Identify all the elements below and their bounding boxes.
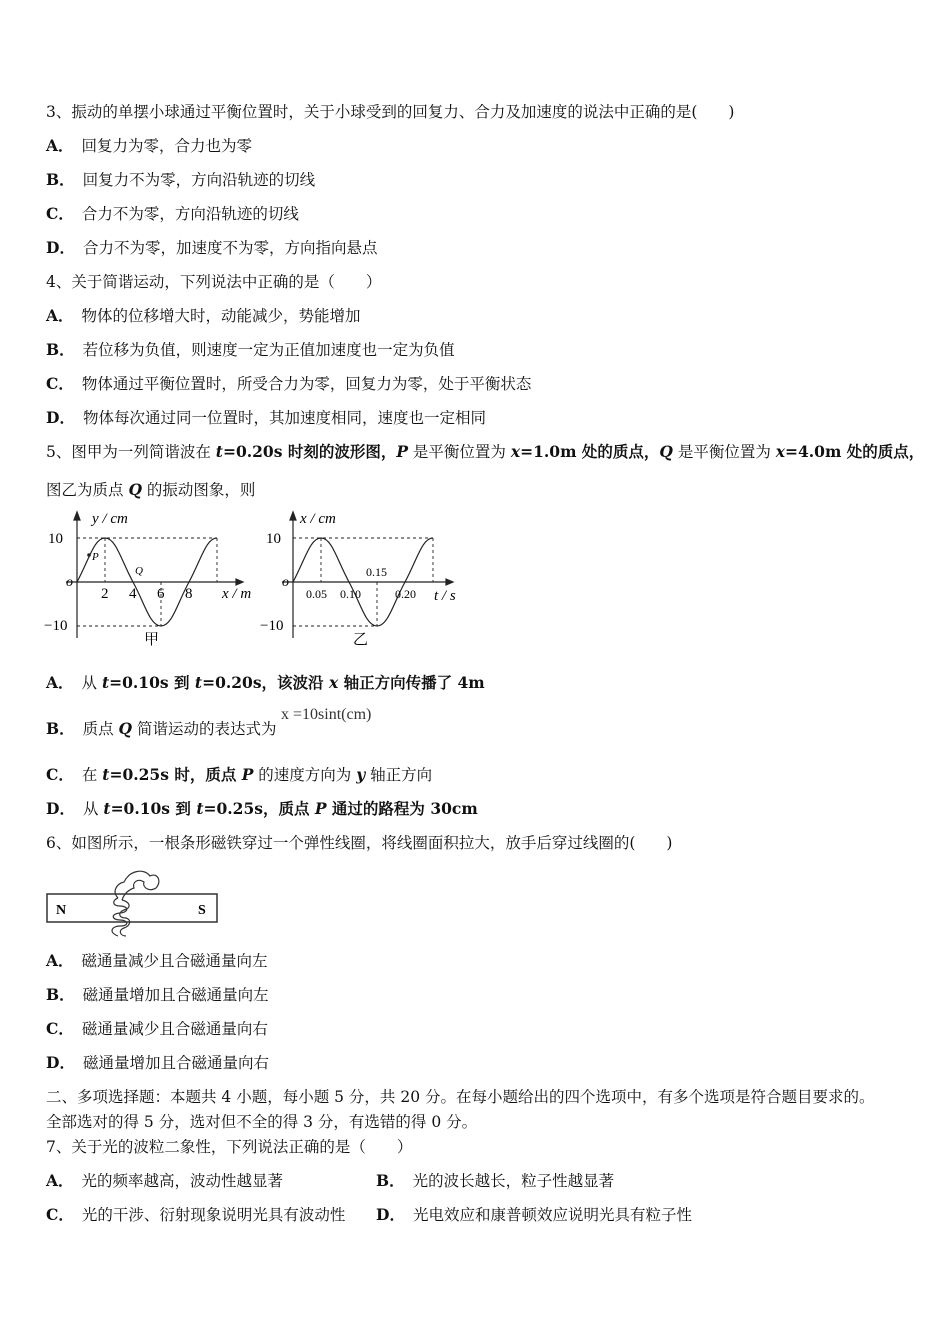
var-q: Q: [128, 480, 142, 499]
text: =0.20s 时刻的波形图，: [222, 442, 397, 461]
y-min-label: −10: [260, 618, 284, 634]
option-label: A．: [46, 951, 74, 970]
option-label: B．: [46, 170, 75, 189]
var-t: t: [215, 442, 223, 461]
origin-label: o: [66, 575, 73, 590]
option-text: 光的频率越高，波动性越显著: [81, 1172, 284, 1190]
magnet-n-label: N: [56, 903, 67, 918]
var-p: P: [396, 442, 408, 461]
point-p-marker: [87, 553, 91, 557]
option-label: A．: [46, 1171, 74, 1190]
y-axis-arrow: [290, 512, 296, 520]
q3-option-d: [46, 238, 377, 258]
q7-option-c: [46, 1205, 345, 1225]
option-label: B．: [376, 1171, 405, 1190]
option-text: 合力不为零，方向沿轨迹的切线: [81, 205, 299, 223]
option-label: D．: [46, 1053, 75, 1072]
q4-option-d: [46, 408, 486, 428]
tick-label: 0.05: [306, 587, 327, 601]
q5-stem-line2: [46, 480, 255, 500]
tick-label: 0.10: [340, 587, 361, 601]
option-label: C．: [46, 765, 74, 784]
q7-option-d: [376, 1205, 692, 1225]
x-axis-label: t / s: [434, 588, 456, 604]
figure-caption: 甲: [144, 632, 160, 648]
var-t: t: [194, 673, 203, 692]
text: 图乙为质点: [46, 481, 129, 499]
option-text: 物体的位移增大时，动能减少，势能增加: [81, 307, 361, 325]
var-x: x: [328, 673, 339, 692]
q5-option-b: [46, 719, 277, 739]
option-label: A．: [46, 673, 74, 692]
var-t: t: [103, 799, 111, 818]
figure-caption: 乙: [353, 632, 369, 648]
y-max-label: 10: [48, 531, 63, 547]
text: 通过的路程为 30cm: [326, 799, 478, 818]
var-p: P: [314, 799, 327, 818]
q4-option-b: [46, 340, 455, 360]
x-axis-arrow: [446, 579, 453, 585]
x-axis-arrow: [236, 579, 243, 585]
tick-label: 2: [101, 586, 109, 602]
var-y: y: [356, 765, 366, 784]
option-text: 磁通量减少且合磁通量向左: [81, 952, 268, 970]
option-label: C．: [46, 204, 74, 223]
section2-heading-line2: 全部选对的得 5 分，选对但不全的得 3 分，有选错的得 0 分。: [46, 1113, 478, 1131]
option-label: D．: [376, 1205, 405, 1224]
text: =0.10s 到: [109, 673, 195, 692]
wave-graph-figure: [44, 510, 264, 650]
option-text: 光电效应和康普顿效应说明光具有粒子性: [412, 1206, 692, 1224]
option-text: 物体通过平衡位置时，所受合力为零，回复力为零，处于平衡状态: [81, 375, 532, 393]
text: 的速度方向为: [253, 766, 357, 784]
text: =0.25s 时，质点: [109, 765, 242, 784]
var-x: x: [775, 442, 785, 461]
text: =1.0m 处的质点，: [520, 442, 660, 461]
option-label: C．: [46, 1019, 74, 1038]
q4-option-c: [46, 374, 531, 394]
x-axis-label: x / m: [222, 586, 252, 602]
vibration-graph-figure: [258, 510, 468, 650]
point-p-label: P: [92, 551, 99, 563]
tick-label: 6: [157, 586, 165, 602]
text: 从: [81, 674, 102, 692]
option-text: 合力不为零，加速度不为零，方向指向悬点: [82, 239, 378, 257]
q4-option-a: [46, 306, 361, 326]
q5-option-d: [46, 799, 478, 819]
q5-option-c: [46, 765, 432, 785]
text: =0.20s，该波沿: [202, 673, 329, 692]
text: 5、图甲为一列简谐波在: [46, 443, 216, 461]
text: 质点: [82, 720, 119, 738]
text: 从: [82, 800, 104, 818]
magnet-s-label: S: [198, 903, 206, 918]
q6-stem: 6、如图所示，一根条形磁铁穿过一个弹性线圈，将线圈面积拉大，放手后穿过线圈的( ): [46, 834, 673, 852]
var-q: Q: [118, 719, 133, 738]
var-t: t: [101, 673, 110, 692]
tick-label: 0.15: [366, 565, 387, 579]
q6-option-b: [46, 985, 269, 1005]
text: 是平衡位置为: [408, 443, 511, 461]
point-q-label: Q: [135, 565, 143, 577]
tick-label: 0.20: [395, 587, 416, 601]
q6-option-c: [46, 1019, 268, 1039]
var-q: Q: [659, 442, 673, 461]
q6-option-a: [46, 951, 268, 971]
option-label: B．: [46, 719, 75, 738]
q5-option-b-formula: x =10sint(cm): [281, 706, 372, 723]
text: 的振动图象，则: [141, 481, 256, 499]
section2-heading-line1: 二、多项选择题：本题共 4 小题，每小题 5 分，共 20 分。在每小题给出的四个选项中，有多个选项是符合题目要求的。: [46, 1088, 875, 1106]
q7-option-a: [46, 1171, 283, 1191]
var-p: P: [241, 765, 254, 784]
option-label: D．: [46, 799, 75, 818]
q3-option-c: [46, 204, 299, 224]
text: 在: [81, 766, 103, 784]
option-label: C．: [46, 1205, 74, 1224]
origin-label: o: [282, 575, 289, 590]
q3-option-b: [46, 170, 315, 190]
q3-stem: 3、振动的单摆小球通过平衡位置时，关于小球受到的回复力、合力及加速度的说法中正确的是( ): [46, 103, 735, 121]
option-text: 若位移为负值，则速度一定为正值加速度也一定为负值: [82, 341, 455, 359]
option-text: 磁通量减少且合磁通量向右: [81, 1020, 268, 1038]
text: =0.25s，质点: [203, 799, 315, 818]
text: 是平衡位置为: [672, 443, 776, 461]
option-text: 光的干涉、衍射现象说明光具有波动性: [81, 1206, 346, 1224]
q7-option-b: [376, 1171, 614, 1191]
magnet-coil-figure: [46, 866, 226, 938]
q3-option-a: [46, 136, 252, 156]
option-text: 物体每次通过同一位置时，其加速度相同，速度也一定相同: [82, 409, 486, 427]
q7-stem: 7、关于光的波粒二象性，下列说法正确的是（ ）: [46, 1138, 413, 1156]
tick-label: 8: [185, 586, 193, 602]
option-label: A．: [46, 306, 74, 325]
option-label: B．: [46, 985, 75, 1004]
q4-stem: 4、关于简谐运动，下列说法中正确的是（ ）: [46, 273, 382, 291]
q5-stem-line1: [46, 442, 924, 462]
option-text: 磁通量增加且合磁通量向右: [82, 1054, 269, 1072]
q5-option-a: [46, 673, 485, 693]
text: 轴正方向传播了 4m: [338, 673, 485, 692]
text: =0.10s 到: [110, 799, 197, 818]
text: 简谐运动的表达式为: [132, 720, 277, 738]
option-text: 回复力为零，合力也为零: [81, 137, 253, 155]
y-max-label: 10: [266, 531, 281, 547]
var-t: t: [196, 799, 204, 818]
option-label: D．: [46, 238, 75, 257]
option-text: 磁通量增加且合磁通量向左: [82, 986, 269, 1004]
bar-magnet: [47, 894, 217, 922]
q6-option-d: [46, 1053, 269, 1073]
tick-label: 4: [129, 586, 137, 602]
text: 轴正方向: [365, 766, 433, 784]
y-axis-arrow: [74, 512, 80, 520]
y-axis-label: x / cm: [300, 511, 336, 527]
option-label: A．: [46, 136, 74, 155]
var-t: t: [102, 765, 110, 784]
text: =4.0m 处的质点，: [785, 442, 925, 461]
y-axis-label: y / cm: [92, 511, 128, 527]
option-text: 回复力不为零，方向沿轨迹的切线: [82, 171, 316, 189]
option-label: D．: [46, 408, 75, 427]
y-min-label: −10: [44, 618, 68, 634]
var-x: x: [510, 442, 521, 461]
option-label: C．: [46, 374, 74, 393]
option-text: 光的波长越长，粒子性越显著: [412, 1172, 615, 1190]
option-label: B．: [46, 340, 75, 359]
